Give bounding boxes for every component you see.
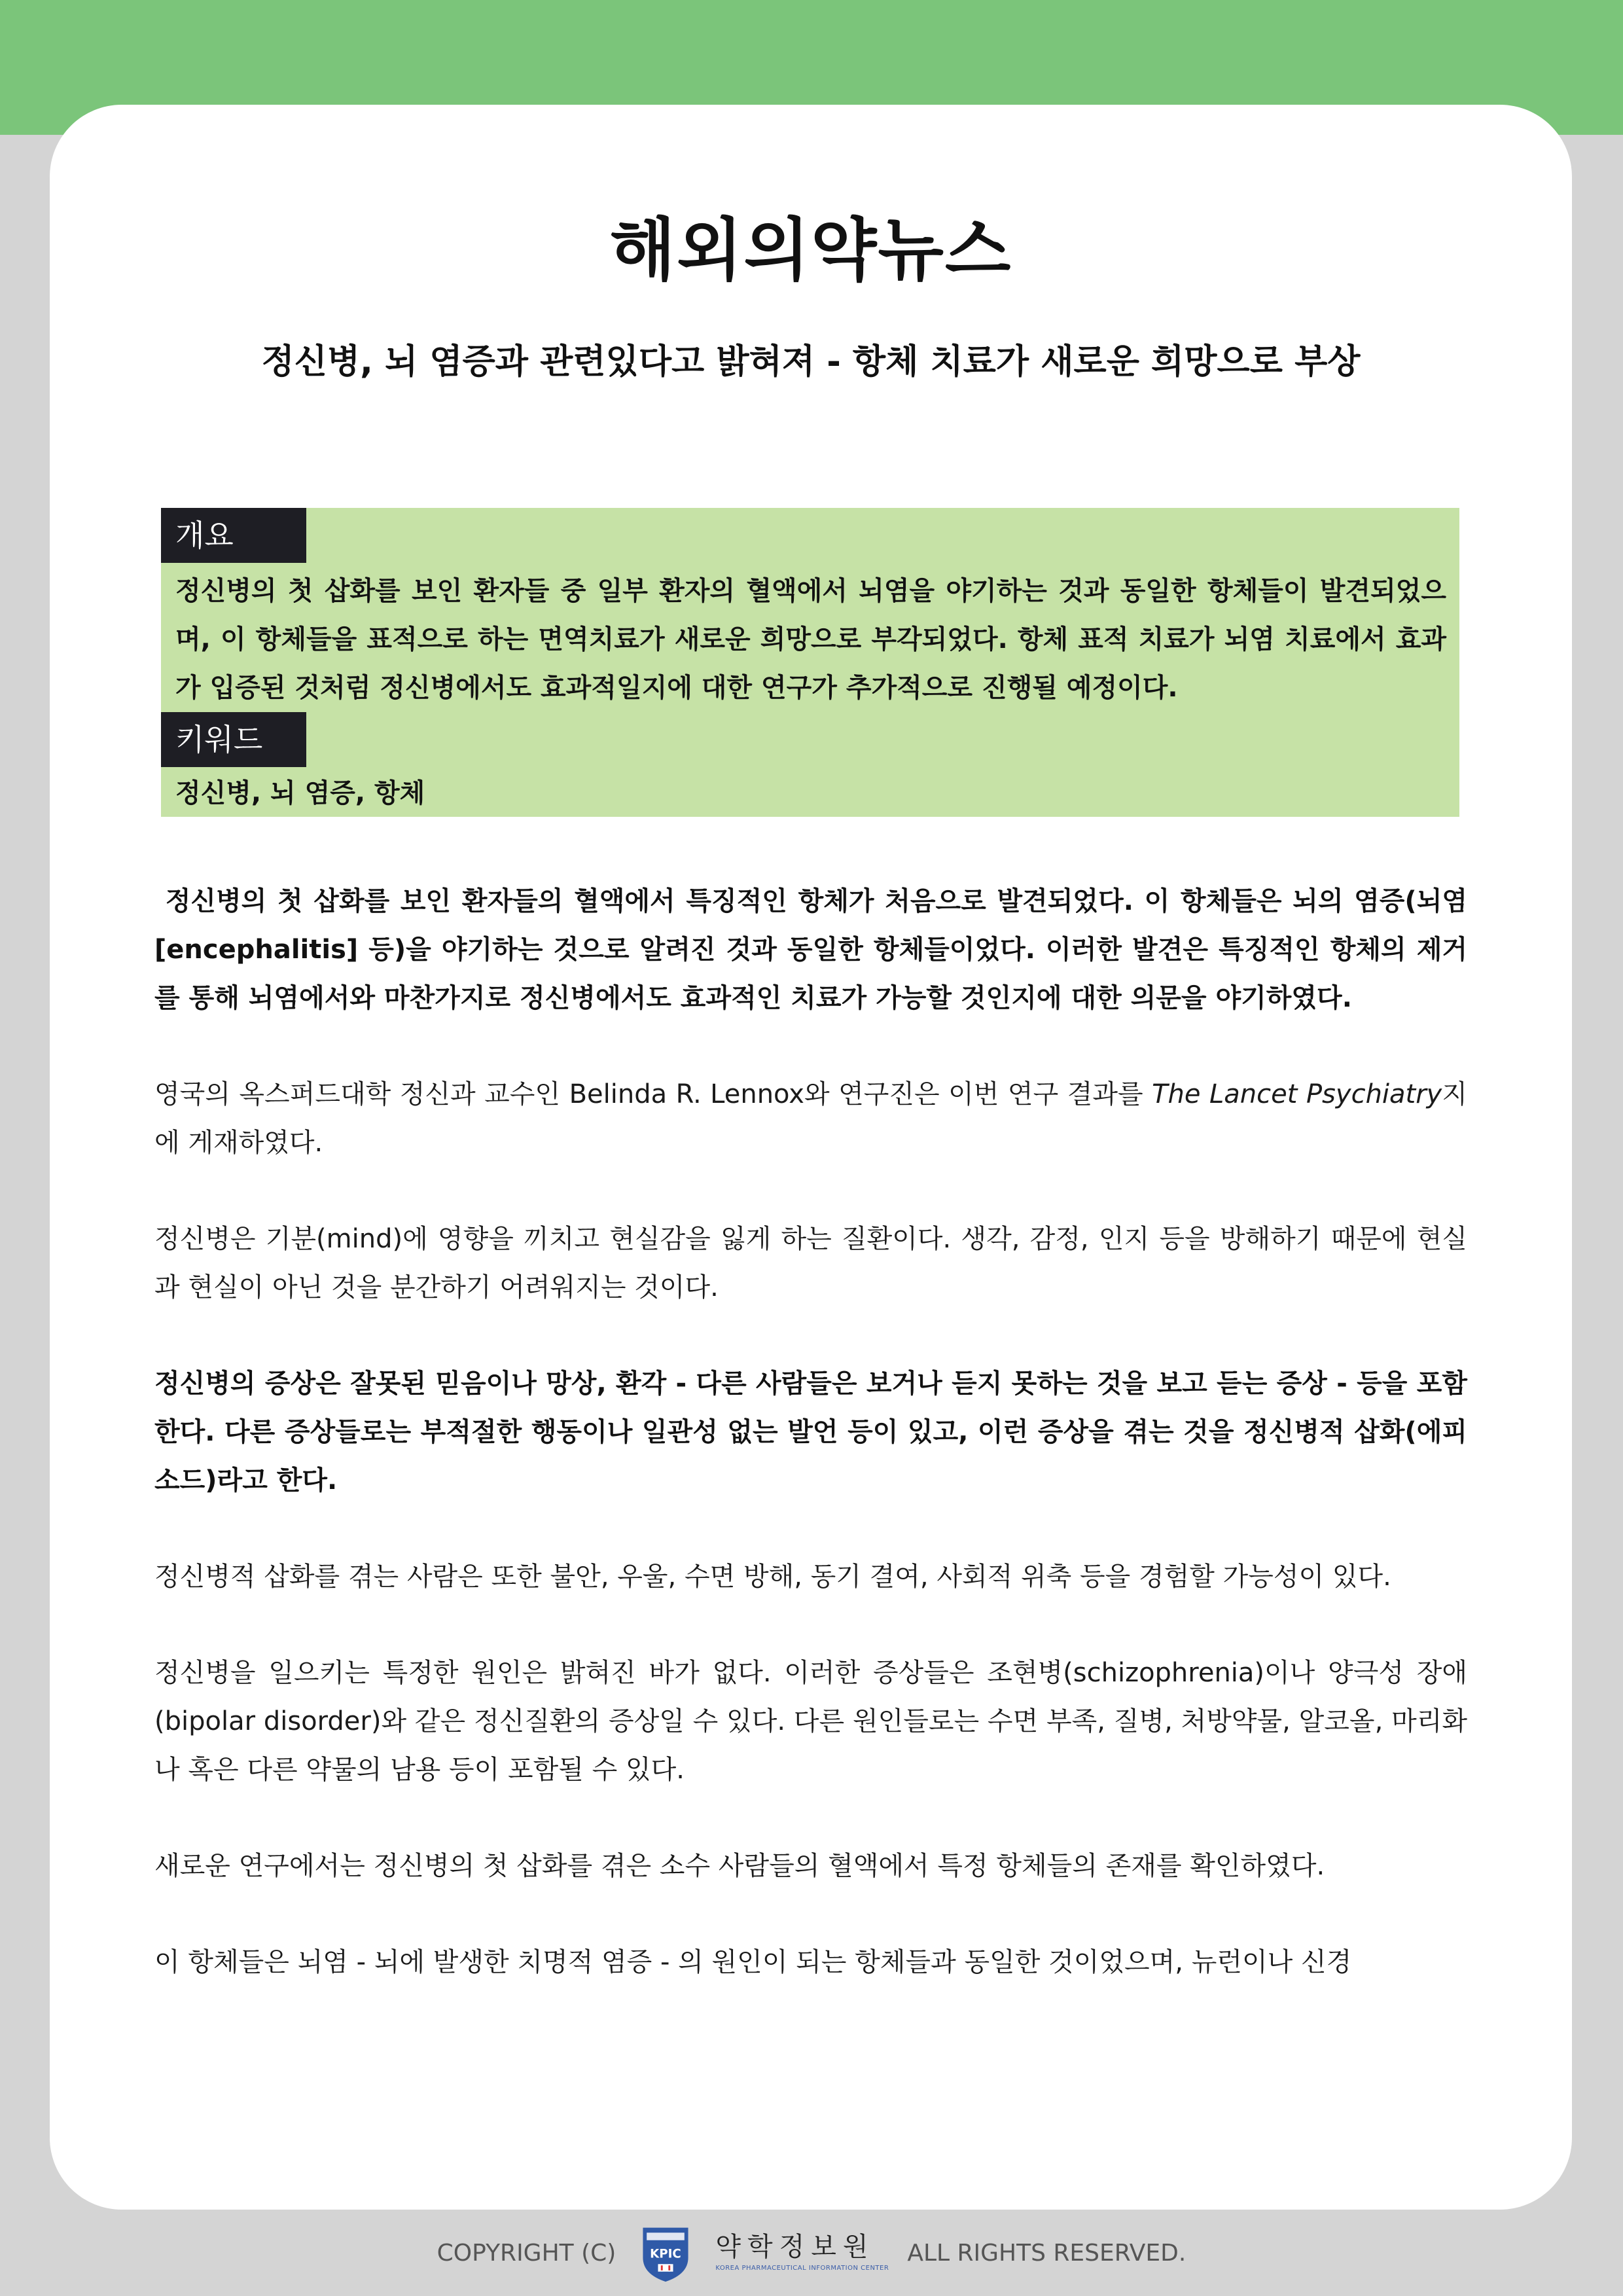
paragraph-1: 정신병의 첫 삽화를 보인 환자들의 혈액에서 특징적인 항체가 처음으로 발견되었다. 이 항체들은 뇌의 염증(뇌염[encephalitis] 등)을 야기하는 것으로 알려진 것과 동일한 항체들이었다. 이러한 발견은 특징적인 항체의 제거를 통해 뇌염에서와 마찬가지로 정신병에서도 효과적인 치료가 가능할 것인지에 대한 의문을 야기하였다. [154,886,1467,1013]
copyright-text: COPYRIGHT (C) [437,2239,616,2267]
document-page [50,105,1572,2210]
journal-name: The Lancet Psychiatry [1152,1079,1442,1109]
keywords-text: 정신병, 뇌 염증, 항체 [175,778,425,808]
organization-name-ko: 약학정보원 [715,2232,875,2262]
paragraph-2 [154,1070,1467,1167]
overview-text: 정신병의 첫 삽화를 보인 환자들 중 일부 환자의 혈액에서 뇌염을 야기하는 것과 동일한 항체들이 발견되었으며, 이 항체들을 표적으로 하는 면역치료가 새로운 희망으로 부각되었다. 항체 표적 치료가 뇌염 치료에서 효과가 입증된 것처럼 정신병에서도 효과적일지에 대한 연구가 추가적으로 진행될 예정이다. [175,576,1446,703]
kpic-logo-icon [634,2221,697,2284]
rights-text: ALL RIGHTS RESERVED. [907,2239,1186,2267]
organization-name [715,2234,889,2272]
keywords-label: 키워드 [161,712,306,767]
organization-name-en: KOREA PHARMACEUTICAL INFORMATION CENTER [715,2265,889,2272]
article-headline: 정신병, 뇌 염증과 관련있다고 밝혀져 - 항체 치료가 새로운 희망으로 부상 [261,342,1361,382]
paragraph-7: 새로운 연구에서는 정신병의 첫 삽화를 겪은 소수 사람들의 혈액에서 특정 항체들의 존재를 확인하였다. [154,1851,1325,1881]
page-footer [0,2210,1623,2296]
paragraph-2-text: 영국의 옥스퍼드대학 정신과 교수인 Belinda R. Lennox와 연구진은 이번 연구 결과를 [154,1079,1152,1109]
paragraph-6: 정신병을 일으키는 특정한 원인은 밝혀진 바가 없다. 이러한 증상들은 조현병(schizophrenia)이나 양극성 장애(bipolar disorder)와 같은 정신질환의 증상일 수 있다. 다른 원인들로는 수면 부족, 질병, 처방약물, 알코올, 마리화나 혹은 다른 약물의 남용 등이 포함될 수 있다. [154,1658,1467,1785]
summary-box [161,508,1459,817]
paragraph-5: 정신병적 삽화를 겪는 사람은 또한 불안, 우울, 수면 방해, 동기 결여, 사회적 위축 등을 경험할 가능성이 있다. [154,1562,1391,1592]
masthead-title: 해외의약뉴스 [609,210,1012,290]
logo-text: KPIC [650,2247,682,2261]
paragraph-8: 이 항체들은 뇌염 - 뇌에 발생한 치명적 염증 - 의 원인이 되는 항체들과 동일한 것이었으며, 뉴런이나 신경 [154,1947,1352,1977]
paragraph-4: 정신병의 증상은 잘못된 믿음이나 망상, 환각 - 다른 사람들은 보거나 듣지 못하는 것을 보고 듣는 증상 - 등을 포함한다. 다른 증상들로는 부적절한 행동이나 일관성 없는 발언 등이 있고, 이런 증상을 겪는 것을 정신병적 삽화(에피소드)라고 한다. [154,1369,1467,1496]
overview-label: 개요 [161,508,306,563]
paragraph-2-tail: 지에 게재하였다. [154,1079,1467,1158]
article-body [154,877,1467,1986]
paragraph-3: 정신병은 기분(mind)에 영향을 끼치고 현실감을 잃게 하는 질환이다. 생각, 감정, 인지 등을 방해하기 때문에 현실과 현실이 아닌 것을 분간하기 어려워지는 것이다. [154,1224,1467,1302]
